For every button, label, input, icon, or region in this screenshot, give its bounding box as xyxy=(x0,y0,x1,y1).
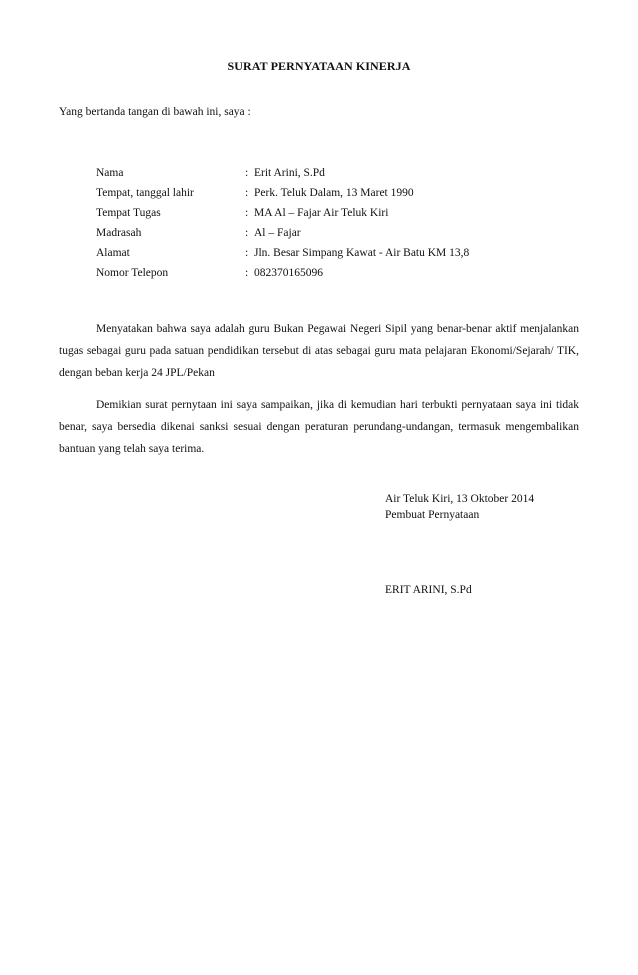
signature-role: Pembuat Pernyataan xyxy=(385,509,480,521)
identity-value: Perk. Teluk Dalam, 13 Maret 1990 xyxy=(254,187,414,199)
identity-colon: : xyxy=(245,187,249,199)
signatory-name: ERIT ARINI, S.Pd xyxy=(385,584,472,596)
identity-label: Madrasah xyxy=(96,227,142,239)
identity-row-nomor-telepon xyxy=(96,263,576,283)
identity-value: 082370165096 xyxy=(254,267,323,279)
identity-value: Jln. Besar Simpang Kawat - Air Batu KM 13,8 xyxy=(254,247,470,259)
identity-label: Nomor Telepon xyxy=(96,267,169,279)
identity-value: MA Al – Fajar Air Teluk Kiri xyxy=(254,207,389,219)
intro-text: Yang bertanda tangan di bawah ini, saya : xyxy=(59,106,251,118)
identity-row-tempat-tanggal-lahir xyxy=(96,183,576,203)
identity-value: Erit Arini, S.Pd xyxy=(254,167,325,179)
identity-colon: : xyxy=(245,207,249,219)
identity-label: Nama xyxy=(96,167,124,179)
identity-colon: : xyxy=(245,267,249,279)
identity-colon: : xyxy=(245,227,249,239)
identity-table xyxy=(96,163,576,283)
identity-row-alamat xyxy=(96,243,576,263)
identity-label: Tempat Tugas xyxy=(96,207,161,219)
identity-row-madrasah xyxy=(96,223,576,243)
identity-colon: : xyxy=(245,167,249,179)
identity-colon: : xyxy=(245,247,249,259)
signature-place-date: Air Teluk Kiri, 13 Oktober 2014 xyxy=(385,493,535,505)
identity-label: Alamat xyxy=(96,247,130,259)
closing-paragraph: Demikian surat pernytaan ini saya sampaikan, jika di kemudian hari terbukti pernyataan saya ini tidak benar, saya bersedia dikenai sanksi sesuai dengan peraturan perundang-undangan, termasuk mengembalikan bantuan yang telah saya terima. xyxy=(59,399,579,455)
identity-label: Tempat, tanggal lahir xyxy=(96,187,194,199)
identity-row-nama xyxy=(96,163,576,183)
identity-value: Al – Fajar xyxy=(254,227,301,239)
signature-block xyxy=(385,491,534,523)
statement-paragraph: Menyatakan bahwa saya adalah guru Bukan Pegawai Negeri Sipil yang benar-benar aktif menjalankan tugas sebagai guru pada satuan pendidikan tersebut di atas sebagai guru mata pelajaran Ekonomi/Sejarah/ TIK, dengan beban kerja 24 JPL/Pekan xyxy=(59,323,579,379)
document-title: SURAT PERNYATAAN KINERJA xyxy=(227,59,411,73)
identity-row-tempat-tugas xyxy=(96,203,576,223)
